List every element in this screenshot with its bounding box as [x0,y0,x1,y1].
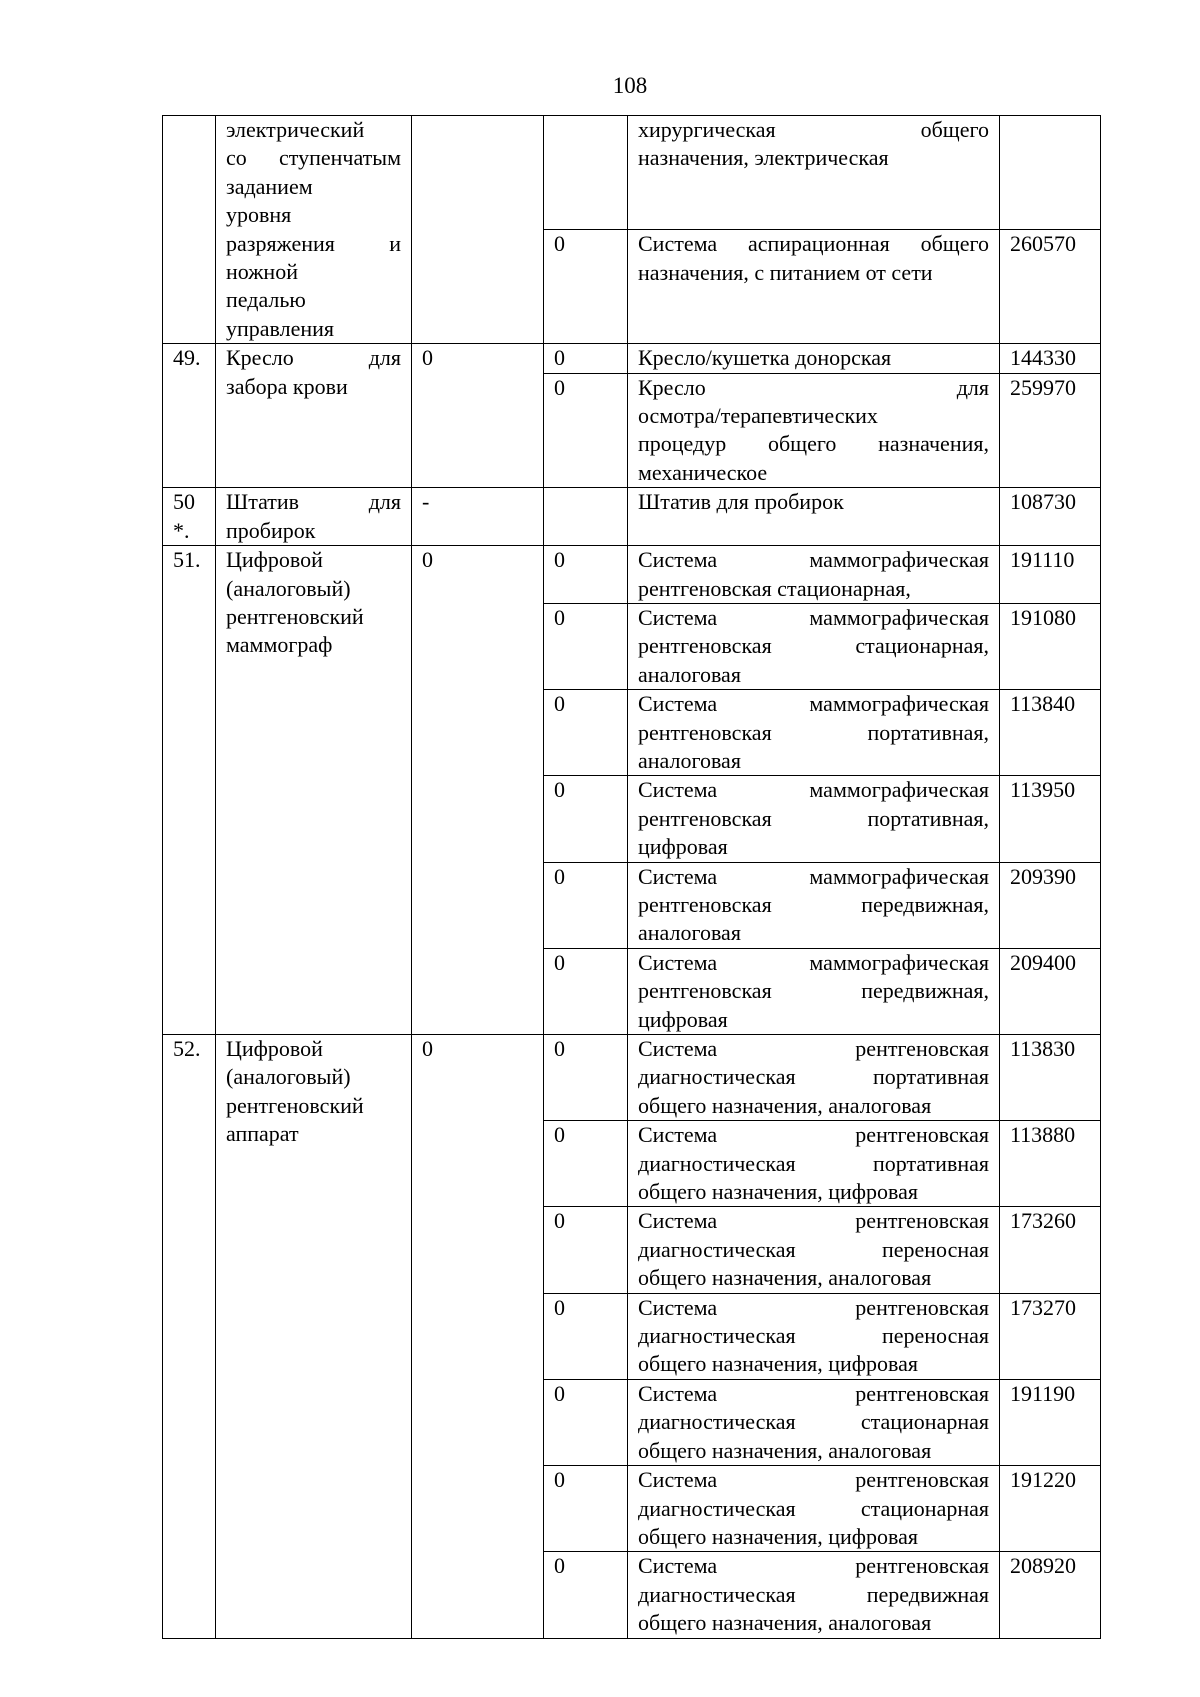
item-name-line: пробирок [226,517,316,543]
equipment-code: 144330 [1000,344,1101,373]
equipment-description-cell [628,488,1000,546]
equipment-code: 113880 [1000,1121,1101,1207]
item-name-line: заданием [226,173,313,199]
equipment-description-line: общего назначения, аналоговая [638,1437,932,1463]
item-name-cell [216,1035,412,1639]
equipment-description-cell [628,1379,1000,1465]
item-name-line: Штатив для [226,489,401,515]
equipment-description-line: Система маммографическая [638,691,989,717]
equipment-code: 191190 [1000,1379,1101,1465]
table-row [163,488,1101,546]
item-flag-cell: 0 [412,1035,544,1639]
equipment-code: 191080 [1000,603,1101,689]
equipment-description-line: Система маммографическая [638,949,989,975]
item-number-cell [163,1035,216,1639]
equipment-description-cell [628,546,1000,604]
item-name-line: разряжения и [226,230,401,256]
equipment-description-cell [628,1207,1000,1293]
item-name-line: рентгеновский [226,1092,364,1118]
item-name-line: управления [226,315,335,341]
equipment-description-cell [628,690,1000,776]
row-flag-cell: 0 [544,603,628,689]
item-name-line: педалью [226,287,306,313]
equipment-description-line: рентгеновская стационарная, [638,575,911,601]
equipment-code: 108730 [1000,488,1101,546]
equipment-description-cell [628,603,1000,689]
row-flag-cell: 0 [544,948,628,1034]
equipment-description-line: назначения, с питанием от сети [638,259,933,285]
item-number-cell [163,116,216,344]
row-flag-cell: 0 [544,546,628,604]
equipment-code [1000,116,1101,230]
equipment-description-line: назначения, электрическая [638,145,889,171]
equipment-code: 209400 [1000,948,1101,1034]
equipment-code: 209390 [1000,862,1101,948]
item-name-line: ножной [226,259,298,285]
equipment-description-cell [628,116,1000,230]
item-name-cell [216,546,412,1035]
equipment-table [162,115,1101,1639]
equipment-description-line: рентгеновская портативная, [638,719,989,745]
equipment-code: 113950 [1000,776,1101,862]
row-flag-cell [544,488,628,546]
equipment-description-line: диагностическая передвижная [638,1581,989,1607]
equipment-description-line: общего назначения, цифровая [638,1523,919,1549]
equipment-description-line: Система рентгеновская [638,1122,989,1148]
equipment-description-cell [628,948,1000,1034]
item-name-line: маммограф [226,632,333,658]
equipment-description-line: диагностическая стационарная [638,1495,989,1521]
item-name-line: (аналоговый) [226,575,351,601]
equipment-description-line: Система рентгеновская [638,1036,989,1061]
equipment-description-line: рентгеновская передвижная, [638,978,989,1004]
equipment-code: 191110 [1000,546,1101,604]
equipment-description-line: Система рентгеновская [638,1380,989,1406]
equipment-description-line: диагностическая портативная [638,1064,989,1090]
equipment-description-line: диагностическая переносная [638,1323,989,1349]
item-name-line: рентгеновский [226,603,364,629]
page-number: 108 [612,73,648,98]
equipment-description-cell [628,776,1000,862]
equipment-code: 113840 [1000,690,1101,776]
equipment-description-line: механическое [638,459,768,485]
item-name-line: Цифровой [226,1036,323,1061]
item-number-cell [163,488,216,546]
equipment-description-line: общего назначения, цифровая [638,1179,919,1205]
row-flag-cell: 0 [544,230,628,344]
table-row [163,344,1101,373]
equipment-description-line: цифровая [638,1006,728,1032]
equipment-description-line: Система маммографическая [638,547,989,573]
equipment-code: 173260 [1000,1207,1101,1293]
equipment-description-line: Система маммографическая [638,863,989,889]
equipment-table-body [163,116,1101,1639]
item-number: 49. [173,345,201,371]
equipment-description-cell [628,1121,1000,1207]
equipment-description-line: общего назначения, цифровая [638,1351,919,1377]
row-flag-cell: 0 [544,1552,628,1638]
equipment-description-line: диагностическая переносная [638,1236,989,1262]
row-flag-cell: 0 [544,1466,628,1552]
equipment-description-line: хирургическая общего [638,117,989,142]
item-name-line: забора крови [226,373,348,399]
equipment-description-line: процедур общего назначения, [638,431,989,457]
row-flag-cell: 0 [544,862,628,948]
row-flag-cell: 0 [544,776,628,862]
equipment-description-line: Кресло/кушетка донорская [638,345,892,371]
equipment-description-line: аналоговая [638,661,741,687]
item-flag-cell: 0 [412,344,544,488]
equipment-code: 260570 [1000,230,1101,344]
equipment-description-line: Система маммографическая [638,604,989,630]
equipment-description-line: Система рентгеновская [638,1208,989,1234]
equipment-description-line: диагностическая стационарная [638,1409,989,1435]
item-name-line: со ступенчатым [226,145,401,171]
row-flag-cell [544,116,628,230]
equipment-code: 173270 [1000,1293,1101,1379]
item-name-line: уровня [226,202,292,228]
item-name-cell [216,488,412,546]
equipment-description-line: диагностическая портативная [638,1150,989,1176]
equipment-description-line: Кресло для [638,374,989,400]
item-number-cell [163,546,216,1035]
item-name-line: аппарат [226,1121,299,1147]
equipment-code: 113830 [1000,1035,1101,1121]
row-flag-cell: 0 [544,690,628,776]
item-name-line: электрический [226,117,365,142]
item-flag-cell: - [412,488,544,546]
equipment-code: 259970 [1000,373,1101,488]
row-flag-cell: 0 [544,1207,628,1293]
equipment-description-line: общего назначения, аналоговая [638,1610,932,1636]
table-row [163,546,1101,604]
item-name-line: Кресло для [226,345,401,371]
equipment-description-line: аналоговая [638,920,741,946]
item-name-cell [216,344,412,488]
item-number: *. [173,517,190,543]
equipment-description-cell [628,230,1000,344]
equipment-description-line: Система рентгеновская [638,1553,989,1579]
item-number: 51. [173,547,201,573]
table-row [163,1035,1101,1121]
equipment-description-cell [628,1293,1000,1379]
equipment-description-line: Система аспирационная общего [638,231,989,257]
equipment-description-line: общего назначения, аналоговая [638,1265,932,1291]
item-flag-cell [412,116,544,344]
equipment-description-line: рентгеновская передвижная, [638,891,989,917]
row-flag-cell: 0 [544,373,628,488]
equipment-description-line: Система рентгеновская [638,1467,989,1493]
row-flag-cell: 0 [544,344,628,373]
equipment-code: 208920 [1000,1552,1101,1638]
equipment-code: 191220 [1000,1466,1101,1552]
equipment-description-line: Штатив для пробирок [638,489,844,515]
row-flag-cell: 0 [544,1121,628,1207]
equipment-description-cell [628,1466,1000,1552]
item-number: 50 [173,489,195,515]
equipment-description-cell [628,862,1000,948]
row-flag-cell: 0 [544,1035,628,1121]
equipment-description-line: осмотра/терапевтических [638,403,878,429]
item-name-line: Цифровой [226,547,323,573]
equipment-description-cell [628,1552,1000,1638]
item-name-line: (аналоговый) [226,1064,351,1090]
item-number: 52. [173,1036,201,1061]
equipment-description-line: рентгеновская стационарная, [638,633,989,659]
item-flag-cell: 0 [412,546,544,1035]
item-name-cell [216,116,412,344]
equipment-description-cell [628,373,1000,488]
equipment-description-line: аналоговая [638,747,741,773]
equipment-description-cell [628,344,1000,373]
table-row [163,116,1101,230]
equipment-description-line: рентгеновская портативная, [638,805,989,831]
equipment-description-cell [628,1035,1000,1121]
row-flag-cell: 0 [544,1379,628,1465]
equipment-description-line: Система рентгеновская [638,1294,989,1320]
item-number-cell [163,344,216,488]
row-flag-cell: 0 [544,1293,628,1379]
equipment-description-line: Система маммографическая [638,777,989,803]
equipment-description-line: цифровая [638,834,728,860]
equipment-description-line: общего назначения, аналоговая [638,1092,932,1118]
